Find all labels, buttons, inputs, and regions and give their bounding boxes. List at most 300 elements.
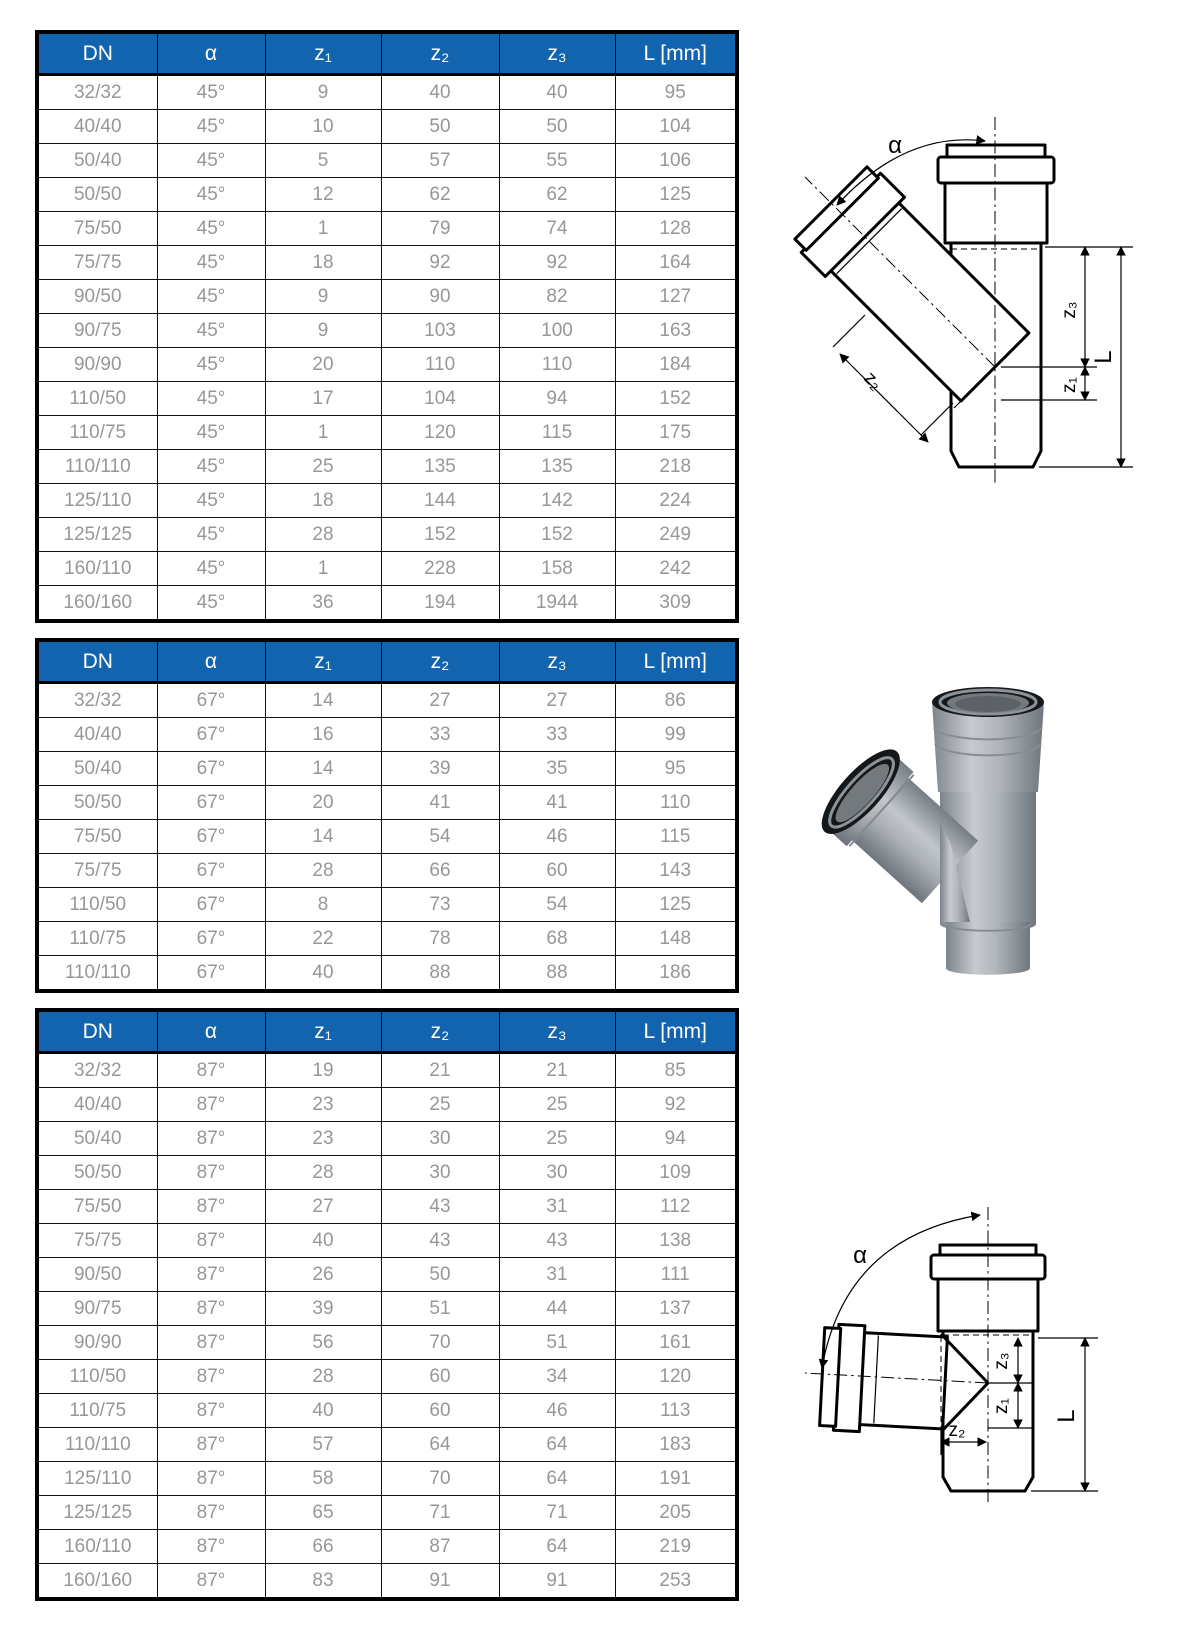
column-header: z₁ <box>265 640 381 683</box>
table-cell: 45° <box>157 280 265 314</box>
top-socket <box>945 181 1047 243</box>
column-header: α <box>157 1010 265 1053</box>
table-cell: 57 <box>381 144 499 178</box>
branch-87deg-diagram-svg <box>750 1125 1182 1565</box>
table-cell: 41 <box>499 786 615 820</box>
table-cell: 191 <box>615 1462 737 1496</box>
table-cell: 50 <box>381 110 499 144</box>
table-row <box>37 922 737 956</box>
table-cell: 28 <box>265 1360 381 1394</box>
table-row <box>37 144 737 178</box>
table-cell: 110 <box>499 348 615 382</box>
table-cell: 14 <box>265 820 381 854</box>
table-cell: 91 <box>381 1564 499 1600</box>
branch-45deg-diagram-svg <box>755 95 1182 495</box>
table-cell: 103 <box>381 314 499 348</box>
table-cell: 20 <box>265 348 381 382</box>
table-cell: 110/110 <box>37 1428 157 1462</box>
table-cell: 75/50 <box>37 212 157 246</box>
table-body <box>37 75 737 622</box>
table-cell: 45° <box>157 110 265 144</box>
L-label: L <box>1090 350 1117 364</box>
table-cell: 152 <box>381 518 499 552</box>
table-cell: 83 <box>265 1564 381 1600</box>
table-cell: 31 <box>499 1190 615 1224</box>
table-cell: 87° <box>157 1530 265 1564</box>
table-cell: 90/50 <box>37 280 157 314</box>
table-cell: 20 <box>265 786 381 820</box>
table-cell: 33 <box>499 718 615 752</box>
table-cell: 66 <box>381 854 499 888</box>
table-cell: 23 <box>265 1088 381 1122</box>
table-cell: 104 <box>615 110 737 144</box>
table-cell: 125 <box>615 888 737 922</box>
table-cell: 87° <box>157 1292 265 1326</box>
table-cell: 160/160 <box>37 1564 157 1600</box>
table-cell: 125 <box>615 178 737 212</box>
table-cell: 160/110 <box>37 1530 157 1564</box>
z3-label: z₃ <box>991 1352 1012 1370</box>
table-cell: 87° <box>157 1088 265 1122</box>
header-row <box>37 32 737 75</box>
table-cell: 50 <box>381 1258 499 1292</box>
table-cell: 50/50 <box>37 1156 157 1190</box>
table-cell: 90/90 <box>37 1326 157 1360</box>
table-cell: 28 <box>265 1156 381 1190</box>
table-row <box>37 1292 737 1326</box>
table-cell: 90/50 <box>37 1258 157 1292</box>
table-cell: 253 <box>615 1564 737 1600</box>
table-cell: 143 <box>615 854 737 888</box>
table-cell: 8 <box>265 888 381 922</box>
table-cell: 152 <box>499 518 615 552</box>
table-row <box>37 586 737 622</box>
table-cell: 60 <box>381 1394 499 1428</box>
table-row <box>37 1053 737 1088</box>
table-cell: 127 <box>615 280 737 314</box>
top-socket-rim <box>947 145 1045 157</box>
table-cell: 249 <box>615 518 737 552</box>
table-cell: 21 <box>381 1053 499 1088</box>
table-row <box>37 1360 737 1394</box>
table-cell: 125/110 <box>37 1462 157 1496</box>
table-cell: 67° <box>157 820 265 854</box>
table-cell: 50 <box>499 110 615 144</box>
table-cell: 40/40 <box>37 110 157 144</box>
table-row <box>37 382 737 416</box>
table-cell: 40 <box>265 1224 381 1258</box>
table-cell: 50/40 <box>37 752 157 786</box>
table-row <box>37 484 737 518</box>
table-cell: 87° <box>157 1428 265 1462</box>
column-header: z₂ <box>381 1010 499 1053</box>
table-cell: 40 <box>265 1394 381 1428</box>
table-cell: 91 <box>499 1564 615 1600</box>
pipe-fitting-photo <box>800 672 1080 984</box>
table-cell: 125/125 <box>37 1496 157 1530</box>
table-cell: 120 <box>615 1360 737 1394</box>
table-cell: 85 <box>615 1053 737 1088</box>
table-cell: 45° <box>157 450 265 484</box>
z1-label: z₁ <box>991 1398 1012 1414</box>
table-cell: 228 <box>381 552 499 586</box>
table-cell: 40 <box>381 75 499 110</box>
table-cell: 27 <box>381 683 499 718</box>
table-cell: 45° <box>157 586 265 622</box>
table-cell: 67° <box>157 683 265 718</box>
table-cell: 87° <box>157 1462 265 1496</box>
table-cell: 66 <box>265 1530 381 1564</box>
table-cell: 64 <box>499 1530 615 1564</box>
table-row <box>37 1190 737 1224</box>
table-cell: 90/90 <box>37 348 157 382</box>
table-cell: 12 <box>265 178 381 212</box>
table-row <box>37 1428 737 1462</box>
table-cell: 64 <box>499 1462 615 1496</box>
header-row <box>37 1010 737 1053</box>
table-row <box>37 1462 737 1496</box>
table-body <box>37 683 737 992</box>
table-cell: 34 <box>499 1360 615 1394</box>
table-cell: 30 <box>381 1122 499 1156</box>
table-cell: 54 <box>499 888 615 922</box>
table-cell: 87° <box>157 1326 265 1360</box>
table-cell: 67° <box>157 888 265 922</box>
table-cell: 82 <box>499 280 615 314</box>
table-cell: 110/75 <box>37 922 157 956</box>
table-cell: 73 <box>381 888 499 922</box>
table-cell: 39 <box>265 1292 381 1326</box>
table-cell: 67° <box>157 786 265 820</box>
table-cell: 28 <box>265 854 381 888</box>
table-cell: 19 <box>265 1053 381 1088</box>
table-row <box>37 1258 737 1292</box>
table-cell: 43 <box>381 1190 499 1224</box>
table-cell: 36 <box>265 586 381 622</box>
table-cell: 148 <box>615 922 737 956</box>
table-cell: 163 <box>615 314 737 348</box>
column-header: DN <box>37 1010 157 1053</box>
table-cell: 62 <box>381 178 499 212</box>
table-row <box>37 1564 737 1600</box>
table-cell: 104 <box>381 382 499 416</box>
table-cell: 110 <box>615 786 737 820</box>
table-cell: 57 <box>265 1428 381 1462</box>
table-cell: 110/75 <box>37 416 157 450</box>
column-header: DN <box>37 640 157 683</box>
table-cell: 50/40 <box>37 144 157 178</box>
table-row <box>37 1326 737 1360</box>
table-cell: 5 <box>265 144 381 178</box>
table-cell: 128 <box>615 212 737 246</box>
column-header: L [mm] <box>615 640 737 683</box>
table-cell: 51 <box>381 1292 499 1326</box>
table-cell: 45° <box>157 246 265 280</box>
table-cell: 25 <box>381 1088 499 1122</box>
table-cell: 1944 <box>499 586 615 622</box>
table-cell: 50/50 <box>37 178 157 212</box>
table-row <box>37 1530 737 1564</box>
dimension-table-45deg <box>35 30 739 623</box>
table-cell: 95 <box>615 752 737 786</box>
table-row <box>37 888 737 922</box>
table-cell: 14 <box>265 683 381 718</box>
table-cell: 35 <box>499 752 615 786</box>
table-cell: 31 <box>499 1258 615 1292</box>
table-cell: 106 <box>615 144 737 178</box>
table-row <box>37 752 737 786</box>
table-cell: 92 <box>615 1088 737 1122</box>
table-row <box>37 314 737 348</box>
table-cell: 50/40 <box>37 1122 157 1156</box>
table-cell: 30 <box>499 1156 615 1190</box>
column-header: α <box>157 640 265 683</box>
table-cell: 142 <box>499 484 615 518</box>
header-row <box>37 640 737 683</box>
table-cell: 242 <box>615 552 737 586</box>
L-label: L <box>1053 1409 1080 1423</box>
table-cell: 87° <box>157 1190 265 1224</box>
table-cell: 87° <box>157 1122 265 1156</box>
table-cell: 92 <box>381 246 499 280</box>
table-cell: 45° <box>157 416 265 450</box>
table-cell: 40 <box>265 956 381 992</box>
dimension-table-67deg <box>35 638 739 993</box>
table-cell: 71 <box>499 1496 615 1530</box>
table-cell: 23 <box>265 1122 381 1156</box>
table-cell: 184 <box>615 348 737 382</box>
table-cell: 110/110 <box>37 956 157 992</box>
table-cell: 120 <box>381 416 499 450</box>
table-cell: 144 <box>381 484 499 518</box>
column-header: z₁ <box>265 32 381 75</box>
table-cell: 1 <box>265 212 381 246</box>
column-header: z₂ <box>381 32 499 75</box>
table-cell: 110/110 <box>37 450 157 484</box>
table-cell: 45° <box>157 382 265 416</box>
table-cell: 1 <box>265 552 381 586</box>
table-cell: 45° <box>157 552 265 586</box>
table-cell: 125/110 <box>37 484 157 518</box>
table-cell: 70 <box>381 1326 499 1360</box>
table-cell: 75/75 <box>37 854 157 888</box>
table-row <box>37 1088 737 1122</box>
column-header: z₃ <box>499 640 615 683</box>
table-row <box>37 518 737 552</box>
table-cell: 87° <box>157 1053 265 1088</box>
table-row <box>37 280 737 314</box>
table-cell: 125/125 <box>37 518 157 552</box>
table-cell: 45° <box>157 75 265 110</box>
table-cell: 110/50 <box>37 888 157 922</box>
table-row <box>37 246 737 280</box>
table-cell: 87° <box>157 1394 265 1428</box>
table-cell: 70 <box>381 1462 499 1496</box>
column-header: z₃ <box>499 1010 615 1053</box>
table-cell: 68 <box>499 922 615 956</box>
column-header: L [mm] <box>615 32 737 75</box>
table-cell: 43 <box>381 1224 499 1258</box>
table-cell: 309 <box>615 586 737 622</box>
table-row <box>37 416 737 450</box>
table-row <box>37 212 737 246</box>
table-row <box>37 110 737 144</box>
table-cell: 111 <box>615 1258 737 1292</box>
alpha-label: α <box>853 1242 867 1269</box>
pipe-branch-fitting-photo <box>800 672 1080 984</box>
table-cell: 43 <box>499 1224 615 1258</box>
table-cell: 67° <box>157 854 265 888</box>
table-cell: 152 <box>615 382 737 416</box>
table-cell: 50/50 <box>37 786 157 820</box>
table-cell: 10 <box>265 110 381 144</box>
z2-label: z₂ <box>948 1420 966 1441</box>
table-row <box>37 820 737 854</box>
table-cell: 160/110 <box>37 552 157 586</box>
table-cell: 45° <box>157 484 265 518</box>
table-cell: 205 <box>615 1496 737 1530</box>
table-cell: 40/40 <box>37 718 157 752</box>
table-cell: 175 <box>615 416 737 450</box>
table-cell: 18 <box>265 484 381 518</box>
table-cell: 75/50 <box>37 1190 157 1224</box>
table-cell: 32/32 <box>37 683 157 718</box>
column-header: z₂ <box>381 640 499 683</box>
table-cell: 26 <box>265 1258 381 1292</box>
table-cell: 75/75 <box>37 246 157 280</box>
table-cell: 45° <box>157 348 265 382</box>
table-cell: 90/75 <box>37 314 157 348</box>
table-cell: 51 <box>499 1326 615 1360</box>
table-cell: 87° <box>157 1156 265 1190</box>
table-cell: 45° <box>157 314 265 348</box>
table-cell: 224 <box>615 484 737 518</box>
table-cell: 64 <box>499 1428 615 1462</box>
table-row <box>37 718 737 752</box>
table-cell: 27 <box>265 1190 381 1224</box>
column-header: L [mm] <box>615 1010 737 1053</box>
table-cell: 110/50 <box>37 382 157 416</box>
table-row <box>37 956 737 992</box>
table-cell: 25 <box>499 1122 615 1156</box>
table-cell: 41 <box>381 786 499 820</box>
table-cell: 44 <box>499 1292 615 1326</box>
table-cell: 39 <box>381 752 499 786</box>
table-cell: 16 <box>265 718 381 752</box>
table-row <box>37 348 737 382</box>
table-body <box>37 1053 737 1600</box>
z1-label: z₁ <box>1059 377 1080 393</box>
dimension-table-87deg <box>35 1008 739 1601</box>
table-cell: 25 <box>499 1088 615 1122</box>
table-cell: 46 <box>499 1394 615 1428</box>
table-row <box>37 552 737 586</box>
table-cell: 86 <box>615 683 737 718</box>
table-cell: 67° <box>157 718 265 752</box>
table-row <box>37 1496 737 1530</box>
table-cell: 32/32 <box>37 1053 157 1088</box>
branch-45deg-technical-drawing <box>755 95 1182 495</box>
table-cell: 161 <box>615 1326 737 1360</box>
table-cell: 75/50 <box>37 820 157 854</box>
column-header: z₃ <box>499 32 615 75</box>
column-header: α <box>157 32 265 75</box>
table-cell: 87° <box>157 1224 265 1258</box>
table-cell: 67° <box>157 956 265 992</box>
table-cell: 79 <box>381 212 499 246</box>
table-cell: 14 <box>265 752 381 786</box>
table-cell: 45° <box>157 178 265 212</box>
table-cell: 75/75 <box>37 1224 157 1258</box>
table-cell: 99 <box>615 718 737 752</box>
table-row <box>37 178 737 212</box>
table-cell: 90/75 <box>37 1292 157 1326</box>
table-cell: 27 <box>499 683 615 718</box>
table-cell: 88 <box>381 956 499 992</box>
table-row <box>37 1224 737 1258</box>
table-cell: 60 <box>381 1360 499 1394</box>
table-cell: 87 <box>381 1530 499 1564</box>
table-cell: 88 <box>499 956 615 992</box>
table-cell: 46 <box>499 820 615 854</box>
table-row <box>37 75 737 110</box>
table-cell: 218 <box>615 450 737 484</box>
table-cell: 94 <box>615 1122 737 1156</box>
table-cell: 78 <box>381 922 499 956</box>
table-cell: 137 <box>615 1292 737 1326</box>
table-cell: 100 <box>499 314 615 348</box>
table-cell: 74 <box>499 212 615 246</box>
table-cell: 56 <box>265 1326 381 1360</box>
table-cell: 17 <box>265 382 381 416</box>
table-cell: 55 <box>499 144 615 178</box>
table-cell: 110 <box>381 348 499 382</box>
table-row <box>37 786 737 820</box>
z3-label: z₃ <box>1059 301 1080 319</box>
table-cell: 94 <box>499 382 615 416</box>
table-cell: 110/50 <box>37 1360 157 1394</box>
table-cell: 40 <box>499 75 615 110</box>
table-cell: 95 <box>615 75 737 110</box>
table-cell: 160/160 <box>37 586 157 622</box>
table-cell: 87° <box>157 1360 265 1394</box>
table-cell: 135 <box>381 450 499 484</box>
table-row <box>37 1394 737 1428</box>
table-cell: 9 <box>265 280 381 314</box>
table-cell: 22 <box>265 922 381 956</box>
table-cell: 40/40 <box>37 1088 157 1122</box>
table-cell: 30 <box>381 1156 499 1190</box>
table-cell: 158 <box>499 552 615 586</box>
table-cell: 194 <box>381 586 499 622</box>
table-cell: 45° <box>157 144 265 178</box>
table-cell: 112 <box>615 1190 737 1224</box>
branch-87deg-technical-drawing <box>750 1125 1182 1565</box>
table-cell: 67° <box>157 752 265 786</box>
table-cell: 1 <box>265 416 381 450</box>
table-cell: 9 <box>265 314 381 348</box>
table-cell: 45° <box>157 212 265 246</box>
table-cell: 87° <box>157 1564 265 1600</box>
table-cell: 115 <box>499 416 615 450</box>
table-header-row <box>37 1010 737 1053</box>
table-cell: 109 <box>615 1156 737 1190</box>
table-cell: 183 <box>615 1428 737 1462</box>
z2-label: z₂ <box>859 367 887 395</box>
table-cell: 62 <box>499 178 615 212</box>
table-cell: 58 <box>265 1462 381 1496</box>
z2-dimension-line <box>840 354 928 442</box>
